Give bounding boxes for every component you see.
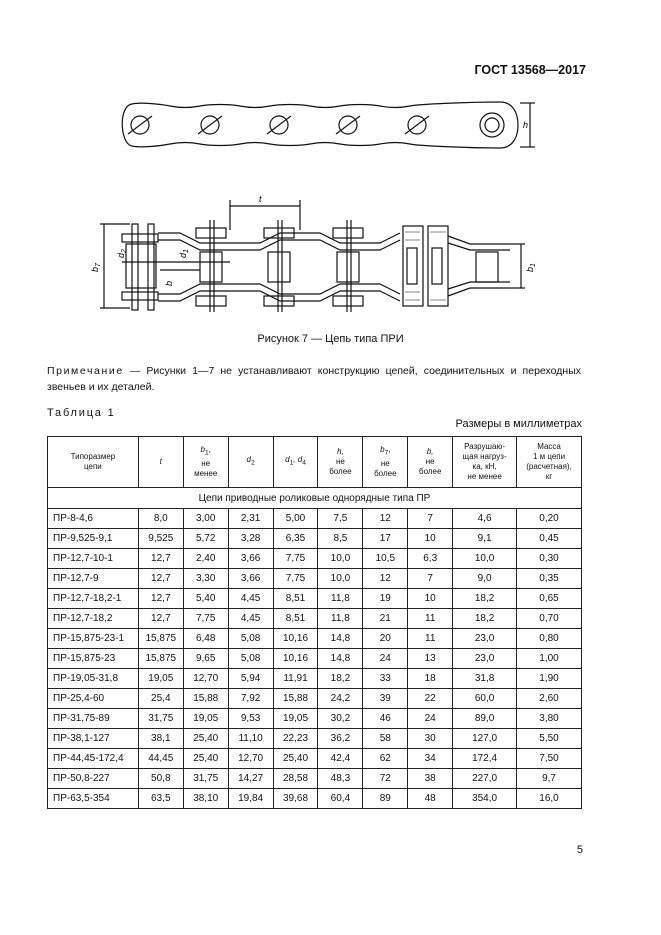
table-cell: 48 — [408, 789, 453, 809]
dim-b7-label: $b_7$ — [90, 263, 102, 272]
note-text: — Рисунки 1—7 не устанавливают конструкцию цепей, соединительных и переходных звеньев и их деталей. — [47, 365, 581, 393]
table-cell: 1,00 — [517, 649, 582, 669]
table-cell: 0,30 — [517, 549, 582, 569]
chain-top-view — [122, 102, 535, 148]
col-d1-d4: $d_1$, $d_4$ — [273, 437, 318, 488]
table-row — [48, 589, 582, 609]
table-cell: 8,51 — [273, 609, 318, 629]
table-cell: 25,4 — [138, 689, 183, 709]
table-cell: 24,2 — [318, 689, 363, 709]
dim-d1-label: $d_1$ — [178, 249, 190, 258]
table-cell: 14,8 — [318, 649, 363, 669]
table-cell: 30,2 — [318, 709, 363, 729]
table-row — [48, 669, 582, 689]
table-cell: 30 — [408, 729, 453, 749]
table-cell: ПР-38,1-127 — [48, 729, 139, 749]
table-cell: 5,72 — [183, 529, 228, 549]
table-cell: 11,10 — [228, 729, 273, 749]
table-cell: 16,0 — [517, 789, 582, 809]
table-cell: 31,75 — [183, 769, 228, 789]
table-cell: 10,5 — [363, 549, 408, 569]
table-row — [48, 749, 582, 769]
document-code: ГОСТ 13568—2017 — [474, 63, 586, 77]
table-cell: 24 — [363, 649, 408, 669]
table-cell: 7,50 — [517, 749, 582, 769]
table-cell: 10 — [408, 529, 453, 549]
table-cell: 20 — [363, 629, 408, 649]
table-row — [48, 529, 582, 549]
table-cell: 21 — [363, 609, 408, 629]
table-label: Таблица 1 — [47, 407, 116, 419]
table-cell: 2,60 — [517, 689, 582, 709]
table-cell: ПР-15,875-23 — [48, 649, 139, 669]
table-cell: 14,8 — [318, 629, 363, 649]
table-cell: 38,10 — [183, 789, 228, 809]
table-row — [48, 709, 582, 729]
table-cell: 6,48 — [183, 629, 228, 649]
table-cell: 19,05 — [138, 669, 183, 689]
table-cell: 19,84 — [228, 789, 273, 809]
note-lead: Примечание — [47, 365, 124, 377]
col-type: Типоразмер цепи — [48, 437, 139, 488]
table-cell: 25,40 — [273, 749, 318, 769]
dim-t-label: t — [259, 194, 262, 204]
table-cell: 6,3 — [408, 549, 453, 569]
table-row — [48, 509, 582, 529]
table-cell: 39 — [363, 689, 408, 709]
table-cell: 17 — [363, 529, 408, 549]
table-cell: 60,0 — [453, 689, 517, 709]
col-b1: $b_1$, не менее — [183, 437, 228, 488]
table-cell: 7 — [408, 569, 453, 589]
chain-drawing — [0, 0, 661, 330]
note — [47, 363, 581, 395]
table-cell: 172,4 — [453, 749, 517, 769]
table-cell: ПР-12,7-18,2-1 — [48, 589, 139, 609]
table-cell: 89 — [363, 789, 408, 809]
table-cell: 227,0 — [453, 769, 517, 789]
table-cell: 25,40 — [183, 749, 228, 769]
table-cell: 15,875 — [138, 629, 183, 649]
figure-caption: Рисунок 7 — Цепь типа ПРИ — [257, 333, 404, 345]
table-cell: 4,6 — [453, 509, 517, 529]
table-cell: 60,4 — [318, 789, 363, 809]
table-cell: 12,7 — [138, 589, 183, 609]
col-b7: $b_7$, не более — [363, 437, 408, 488]
chain-side-view — [100, 200, 525, 312]
table-cell: ПР-25,4-60 — [48, 689, 139, 709]
table-header-row — [48, 437, 582, 488]
table-cell: 62 — [363, 749, 408, 769]
table-cell: 9,525 — [138, 529, 183, 549]
table-cell: ПР-12,7-9 — [48, 569, 139, 589]
table-cell: 31,75 — [138, 709, 183, 729]
table-cell: 18,2 — [318, 669, 363, 689]
table-cell: 23,0 — [453, 629, 517, 649]
table-cell: 5,00 — [273, 509, 318, 529]
table-cell: 8,0 — [138, 509, 183, 529]
table-cell: 23,0 — [453, 649, 517, 669]
table-cell: 22 — [408, 689, 453, 709]
table-cell: 2,31 — [228, 509, 273, 529]
table-cell: 5,08 — [228, 629, 273, 649]
table-cell: 1,90 — [517, 669, 582, 689]
table-cell: 22,23 — [273, 729, 318, 749]
table-cell: ПР-12,7-18,2 — [48, 609, 139, 629]
dimensions-table — [47, 436, 582, 809]
table-cell: 15,875 — [138, 649, 183, 669]
table-cell: ПР-8-4,6 — [48, 509, 139, 529]
col-d2: $d_2$ — [228, 437, 273, 488]
table-cell: 13 — [408, 649, 453, 669]
table-cell: 3,30 — [183, 569, 228, 589]
table-row — [48, 649, 582, 669]
table-cell: 12 — [363, 509, 408, 529]
col-mass: Масса 1 м цепи (расчетная), кг — [517, 437, 582, 488]
table-cell: 48,3 — [318, 769, 363, 789]
table-cell: 4,45 — [228, 609, 273, 629]
table-cell: 0,45 — [517, 529, 582, 549]
table-cell: 5,50 — [517, 729, 582, 749]
table-cell: 10,0 — [318, 569, 363, 589]
table-cell: 3,80 — [517, 709, 582, 729]
table-row — [48, 789, 582, 809]
table-cell: 9,7 — [517, 769, 582, 789]
table-cell: ПР-15,875-23-1 — [48, 629, 139, 649]
table-row — [48, 729, 582, 749]
table-cell: 89,0 — [453, 709, 517, 729]
table-cell: 9,1 — [453, 529, 517, 549]
table-cell: 3,00 — [183, 509, 228, 529]
table-cell: 42,4 — [318, 749, 363, 769]
table-cell: ПР-31,75-89 — [48, 709, 139, 729]
table-cell: 5,94 — [228, 669, 273, 689]
table-cell: 9,65 — [183, 649, 228, 669]
table-cell: 7,75 — [183, 609, 228, 629]
table-cell: 58 — [363, 729, 408, 749]
table-cell: 25,40 — [183, 729, 228, 749]
table-cell: 12,70 — [183, 669, 228, 689]
table-cell: 39,68 — [273, 789, 318, 809]
table-cell: ПР-9,525-9,1 — [48, 529, 139, 549]
table-cell: 11,8 — [318, 589, 363, 609]
table-row — [48, 609, 582, 629]
table-cell: 0,70 — [517, 609, 582, 629]
table-cell: 6,35 — [273, 529, 318, 549]
table-cell: 127,0 — [453, 729, 517, 749]
table-cell: 0,20 — [517, 509, 582, 529]
table-cell: 10,0 — [453, 549, 517, 569]
page-number: 5 — [576, 844, 583, 856]
col-breaking-load: Разрушаю- щая нагруз- ка, кН, не менее — [453, 437, 517, 488]
table-cell: 14,27 — [228, 769, 273, 789]
col-h: h, не более — [318, 437, 363, 488]
table-cell: 12,7 — [138, 549, 183, 569]
table-cell: 11,91 — [273, 669, 318, 689]
table-cell: 7,5 — [318, 509, 363, 529]
col-b: b, не более — [408, 437, 453, 488]
table-cell: 11 — [408, 609, 453, 629]
table-cell: 7,92 — [228, 689, 273, 709]
dim-b1-label: $b_1$ — [525, 263, 537, 272]
table-cell: 18,2 — [453, 589, 517, 609]
col-t: t — [138, 437, 183, 488]
table-section-row — [48, 488, 582, 509]
table-cell: 2,40 — [183, 549, 228, 569]
table-cell: 18,2 — [453, 609, 517, 629]
table-cell: 33 — [363, 669, 408, 689]
table-cell: 10,0 — [318, 549, 363, 569]
table-cell: 10,16 — [273, 629, 318, 649]
table-cell: 0,35 — [517, 569, 582, 589]
table-cell: ПР-19,05-31,8 — [48, 669, 139, 689]
table-cell: 18 — [408, 669, 453, 689]
table-cell: 354,0 — [453, 789, 517, 809]
table-cell: ПР-12,7-10-1 — [48, 549, 139, 569]
table-cell: 28,58 — [273, 769, 318, 789]
table-cell: 7,75 — [273, 549, 318, 569]
table-cell: 46 — [363, 709, 408, 729]
table-cell: 36,2 — [318, 729, 363, 749]
units-label: Размеры в миллиметрах — [455, 418, 582, 430]
table-cell: 8,5 — [318, 529, 363, 549]
table-cell: 72 — [363, 769, 408, 789]
table-row — [48, 769, 582, 789]
table-cell: 8,51 — [273, 589, 318, 609]
table-cell: 12,7 — [138, 609, 183, 629]
table-cell: 12,70 — [228, 749, 273, 769]
table-cell: 9,53 — [228, 709, 273, 729]
table-cell: 12,7 — [138, 569, 183, 589]
table-row — [48, 569, 582, 589]
table-cell: 4,45 — [228, 589, 273, 609]
table-cell: 5,40 — [183, 589, 228, 609]
table-cell: 63,5 — [138, 789, 183, 809]
table-cell: 19,05 — [273, 709, 318, 729]
dim-b-label: b — [164, 280, 174, 286]
table-cell: 19 — [363, 589, 408, 609]
table-cell: 11,8 — [318, 609, 363, 629]
table-cell: 19,05 — [183, 709, 228, 729]
table-cell: 3,28 — [228, 529, 273, 549]
table-cell: 10 — [408, 589, 453, 609]
table-cell: 15,88 — [273, 689, 318, 709]
table-cell: 0,80 — [517, 629, 582, 649]
table-cell: 24 — [408, 709, 453, 729]
table-row — [48, 689, 582, 709]
table-cell: 12 — [363, 569, 408, 589]
table-cell: 0,65 — [517, 589, 582, 609]
dim-d2-label: $d_2$ — [116, 249, 128, 258]
table-row — [48, 629, 582, 649]
table-cell: 3,66 — [228, 549, 273, 569]
table-cell: 3,66 — [228, 569, 273, 589]
table-cell: 34 — [408, 749, 453, 769]
dim-h-label: h — [523, 120, 529, 130]
table-cell: 7 — [408, 509, 453, 529]
table-cell: 31,8 — [453, 669, 517, 689]
section-title: Цепи приводные роликовые однорядные типа ПР — [48, 488, 582, 509]
table-cell: 11 — [408, 629, 453, 649]
table-cell: 38 — [408, 769, 453, 789]
table-cell: 9,0 — [453, 569, 517, 589]
table-cell: 50,8 — [138, 769, 183, 789]
table-cell: ПР-63,5-354 — [48, 789, 139, 809]
table-cell: ПР-50,8-227 — [48, 769, 139, 789]
table-cell: 10,16 — [273, 649, 318, 669]
table-cell: ПР-44,45-172,4 — [48, 749, 139, 769]
table-cell: 38,1 — [138, 729, 183, 749]
table-cell: 44,45 — [138, 749, 183, 769]
table-row — [48, 549, 582, 569]
table-cell: 7,75 — [273, 569, 318, 589]
table-cell: 15,88 — [183, 689, 228, 709]
table-cell: 5,08 — [228, 649, 273, 669]
